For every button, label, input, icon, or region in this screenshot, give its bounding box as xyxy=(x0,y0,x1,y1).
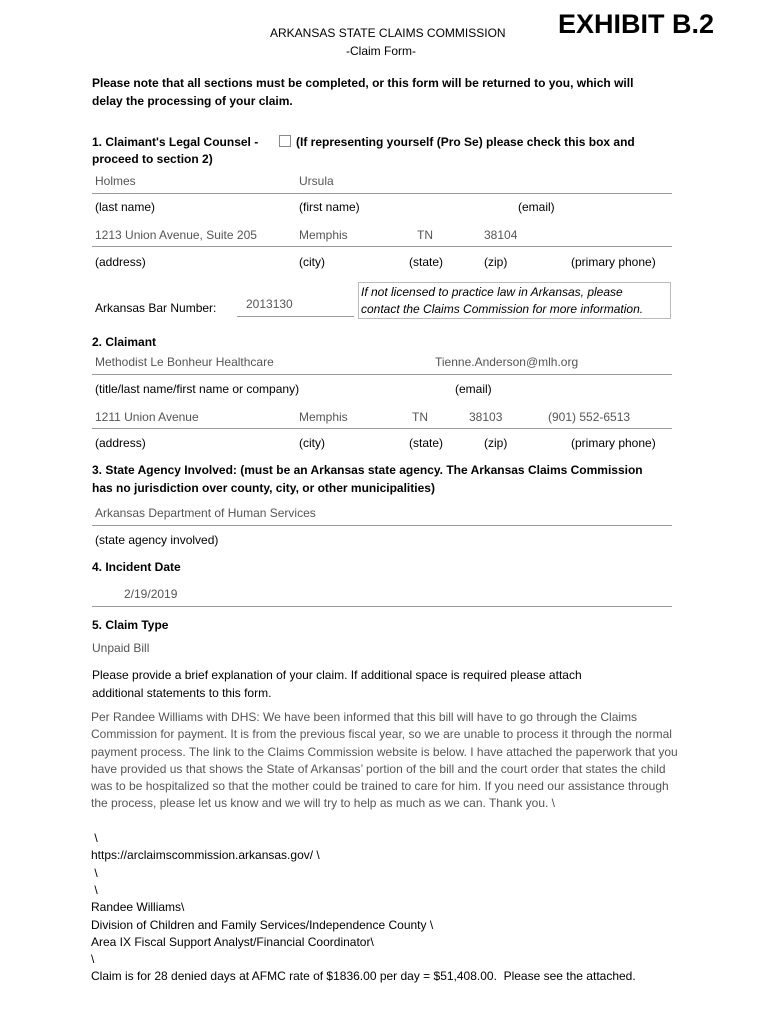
counsel-address-rule xyxy=(92,246,672,247)
incident-date-value[interactable]: 2/19/2019 xyxy=(124,587,178,601)
exhibit-label: EXHIBIT B.2 xyxy=(558,9,715,39)
section-3-heading-continued: has no jurisdiction over county, city, or other municipalities) xyxy=(92,481,435,495)
explanation-line-4: \ xyxy=(91,883,98,897)
section-1-heading-continued: proceed to section 2) xyxy=(92,152,213,166)
label-claimant-address: (address) xyxy=(95,436,146,450)
notice-line-1: Please note that all sections must be completed, or this form will be returned to you, which will xyxy=(92,76,634,90)
explanation-prompt-line-2: additional statements to this form. xyxy=(92,686,272,700)
state-agency-rule xyxy=(92,525,672,526)
label-first-name: (first name) xyxy=(299,200,360,214)
explanation-line-1: \ xyxy=(91,831,98,845)
claimant-city[interactable]: Memphis xyxy=(299,410,348,424)
commission-title: ARKANSAS STATE CLAIMS COMMISSION xyxy=(270,26,506,40)
claimant-name[interactable]: Methodist Le Bonheur Healthcare xyxy=(95,355,274,369)
counsel-first-name[interactable]: Ursula xyxy=(299,174,334,188)
claim-explanation-text[interactable]: Per Randee Williams with DHS: We have been informed that this bill will have to go through the Claims Commission for payment. It is from the previous fiscal year, so we are unable to process it through the normal payment process. The link to the Claims Commission website is below. I have attached the paperwork that you have provided us that shows the State of Arkansas’ portion of the bill and the court order that states the child was to be hospitalized so that the mother could be trained to care for him. If you need our assistance through the process, please let us know and we will try to help as much as we can. Thank you. \ xyxy=(91,710,678,811)
explanation-line-8: \ xyxy=(91,952,95,966)
claimant-name-rule xyxy=(92,374,672,375)
label-state-agency: (state agency involved) xyxy=(95,533,219,547)
form-title: -Claim Form- xyxy=(346,44,416,58)
explanation-prompt-line-1: Please provide a brief explanation of your claim. If additional space is required please attach xyxy=(92,668,582,682)
claimant-address[interactable]: 1211 Union Avenue xyxy=(95,410,199,424)
label-state: (state) xyxy=(409,255,444,269)
bar-number-value[interactable]: 2013130 xyxy=(246,297,293,311)
bar-number-label: Arkansas Bar Number: xyxy=(95,301,217,315)
label-primary-phone: (primary phone) xyxy=(571,255,656,269)
label-claimant-name: (title/last name/first name or company) xyxy=(95,382,300,396)
license-note-line-1: If not licensed to practice law in Arkansas, please xyxy=(361,285,623,299)
counsel-city[interactable]: Memphis xyxy=(299,228,348,242)
section-1-heading: 1. Claimant's Legal Counsel - xyxy=(92,135,259,149)
explanation-link: https://arclaimscommission.arkansas.gov/ \ xyxy=(91,848,320,862)
bar-number-rule xyxy=(237,316,354,317)
claimant-phone[interactable]: (901) 552-6513 xyxy=(548,410,631,424)
claimant-zip[interactable]: 38103 xyxy=(469,410,503,424)
counsel-address[interactable]: 1213 Union Avenue, Suite 205 xyxy=(95,228,257,242)
incident-date-rule xyxy=(92,606,672,607)
signer-name: Randee Williams\ xyxy=(91,900,185,914)
state-agency-value[interactable]: Arkansas Department of Human Services xyxy=(95,506,316,520)
label-claimant-phone: (primary phone) xyxy=(571,436,656,450)
section-4-heading: 4. Incident Date xyxy=(92,560,181,574)
label-claimant-city: (city) xyxy=(299,436,325,450)
license-note-line-2: contact the Claims Commission for more information. xyxy=(361,302,644,316)
label-last-name: (last name) xyxy=(95,200,156,214)
label-zip: (zip) xyxy=(484,255,508,269)
section-2-heading: 2. Claimant xyxy=(92,335,157,349)
pro-se-checkbox[interactable] xyxy=(279,135,291,147)
counsel-state[interactable]: TN xyxy=(417,228,433,242)
section-5-heading: 5. Claim Type xyxy=(92,618,169,632)
claim-type-value[interactable]: Unpaid Bill xyxy=(92,641,150,655)
notice-line-2: delay the processing of your claim. xyxy=(92,94,293,108)
counsel-last-name[interactable]: Holmes xyxy=(95,174,136,188)
claim-amount-summary: Claim is for 28 denied days at AFMC rate of $1836.00 per day = $51,408.00. Please see the attached. xyxy=(91,969,636,983)
claimant-state[interactable]: TN xyxy=(412,410,428,424)
signer-title: Area IX Fiscal Support Analyst/Financial Coordinator\ xyxy=(91,935,374,949)
label-city: (city) xyxy=(299,255,325,269)
counsel-name-rule xyxy=(92,193,672,194)
counsel-zip[interactable]: 38104 xyxy=(484,228,518,242)
explanation-line-3: \ xyxy=(91,866,98,880)
pro-se-label: (If representing yourself (Pro Se) please check this box and xyxy=(296,135,635,149)
license-note-box xyxy=(358,282,671,319)
label-email: (email) xyxy=(518,200,555,214)
signer-division: Division of Children and Family Services/Independence County \ xyxy=(91,918,434,932)
label-address: (address) xyxy=(95,255,146,269)
label-claimant-email: (email) xyxy=(455,382,492,396)
section-3-heading: 3. State Agency Involved: (must be an Arkansas state agency. The Arkansas Claims Commission xyxy=(92,463,643,477)
claimant-address-rule xyxy=(92,428,672,429)
label-claimant-zip: (zip) xyxy=(484,436,508,450)
label-claimant-state: (state) xyxy=(409,436,444,450)
claimant-email[interactable]: Tienne.Anderson@mlh.org xyxy=(435,355,579,369)
